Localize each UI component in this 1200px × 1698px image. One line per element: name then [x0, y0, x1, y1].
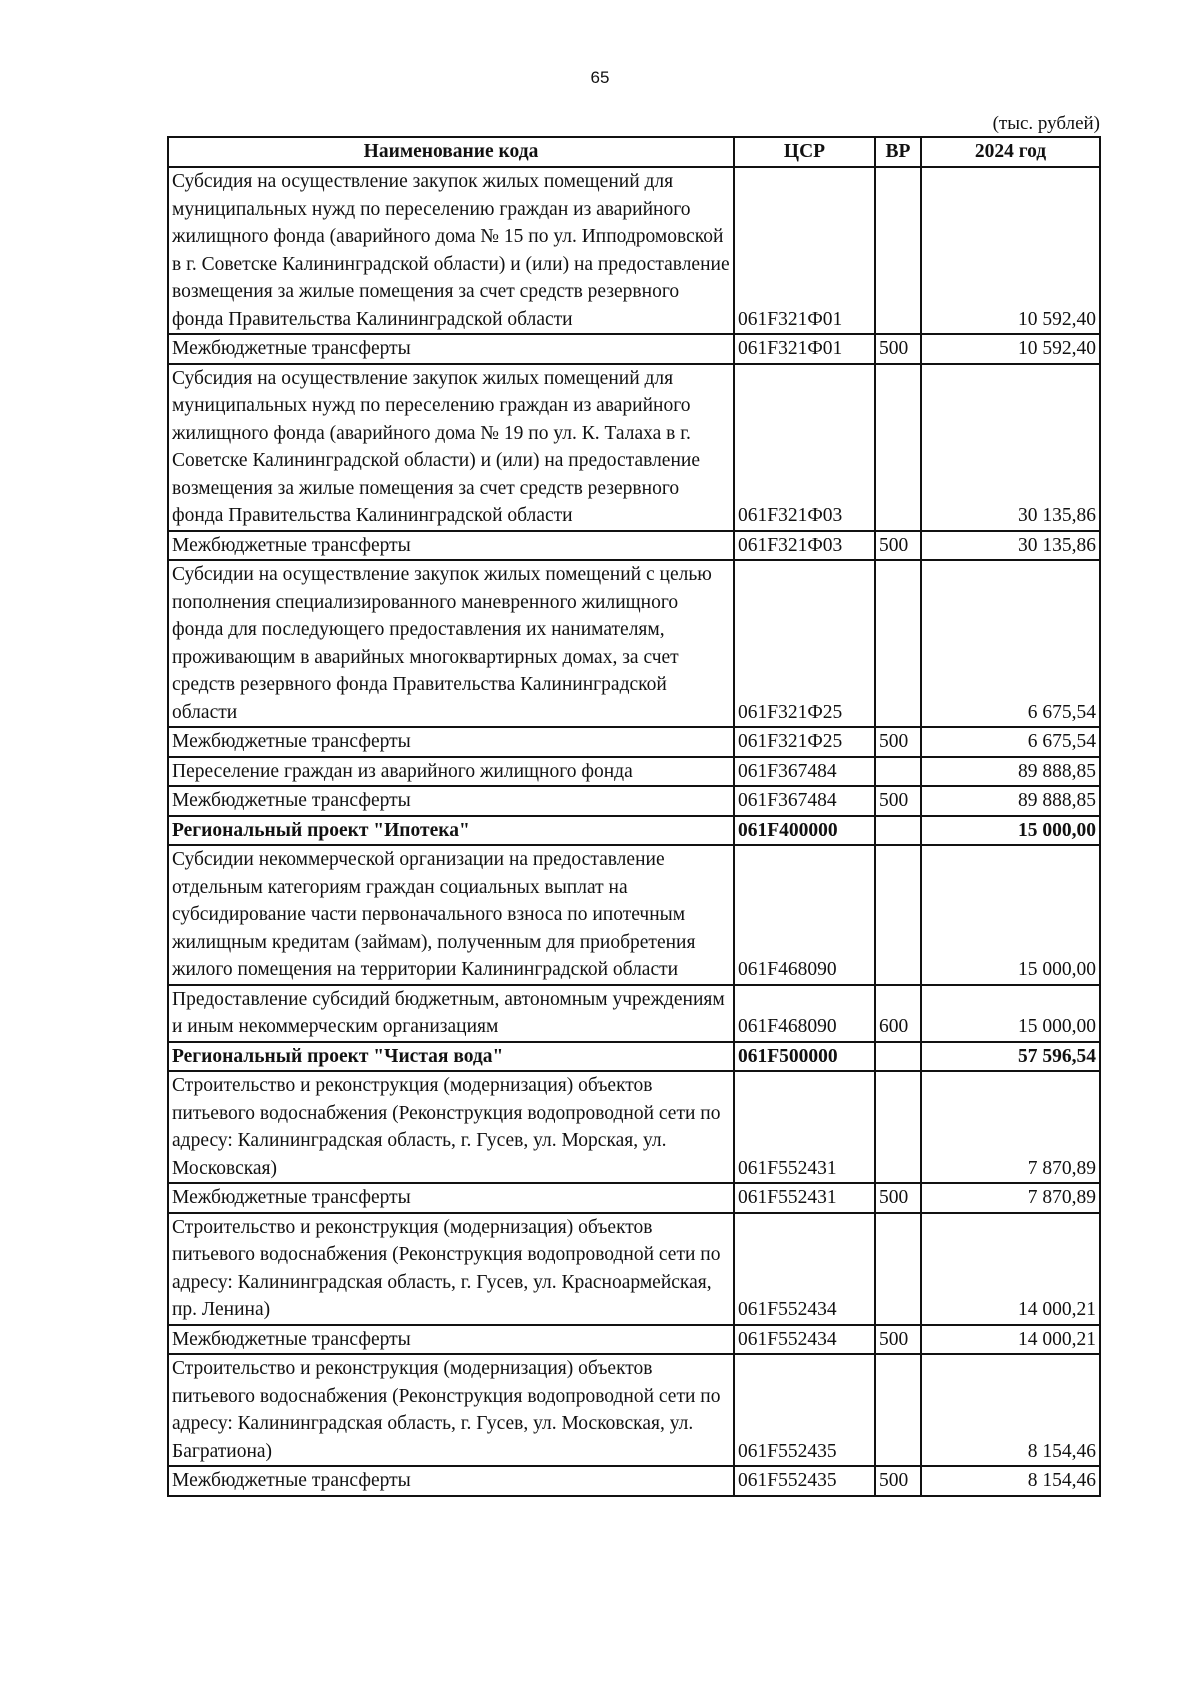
row-amount: 8 154,46 — [921, 1354, 1100, 1466]
row-csr: 061F321Ф25 — [734, 727, 875, 757]
row-vr: 500 — [875, 1325, 921, 1355]
header-name: Наименование кода — [168, 137, 734, 167]
row-amount: 89 888,85 — [921, 757, 1100, 787]
row-csr: 061F367484 — [734, 757, 875, 787]
row-amount: 7 870,89 — [921, 1183, 1100, 1213]
row-vr: 500 — [875, 727, 921, 757]
row-amount: 15 000,00 — [921, 985, 1100, 1042]
row-name: Субсидии некоммерческой организации на предоставление отдельным категориям граждан социальных выплат на субсидирование части первоначального взноса по ипотечным жилищным кредитам (займам), полученным для приобретения жилого помещения на территории Калининградской области — [168, 845, 734, 985]
header-vr: ВР — [875, 137, 921, 167]
row-amount: 10 592,40 — [921, 334, 1100, 364]
row-amount: 89 888,85 — [921, 786, 1100, 816]
row-amount: 6 675,54 — [921, 727, 1100, 757]
row-vr: 500 — [875, 1183, 921, 1213]
table-row — [168, 1183, 1100, 1213]
row-amount: 30 135,86 — [921, 531, 1100, 561]
row-vr: 500 — [875, 1466, 921, 1496]
row-vr — [875, 1071, 921, 1183]
row-vr — [875, 816, 921, 846]
row-csr: 061F400000 — [734, 816, 875, 846]
row-csr: 061F321Ф01 — [734, 334, 875, 364]
header-csr: ЦСР — [734, 137, 875, 167]
row-csr: 061F552431 — [734, 1071, 875, 1183]
row-amount: 14 000,21 — [921, 1325, 1100, 1355]
row-amount: 7 870,89 — [921, 1071, 1100, 1183]
row-csr: 061F468090 — [734, 845, 875, 985]
row-name: Межбюджетные трансферты — [168, 1325, 734, 1355]
row-vr — [875, 364, 921, 531]
table-header-row — [168, 137, 1100, 167]
row-name: Переселение граждан из аварийного жилищного фонда — [168, 757, 734, 787]
table-body — [168, 167, 1100, 1496]
header-amount: 2024 год — [921, 137, 1100, 167]
table-row — [168, 816, 1100, 846]
table-row — [168, 1071, 1100, 1183]
row-vr: 500 — [875, 786, 921, 816]
page-number: 65 — [590, 68, 610, 87]
table-row — [168, 985, 1100, 1042]
table-row — [168, 334, 1100, 364]
row-vr: 500 — [875, 531, 921, 561]
table-row — [168, 757, 1100, 787]
row-vr: 500 — [875, 334, 921, 364]
row-amount: 14 000,21 — [921, 1213, 1100, 1325]
row-name: Межбюджетные трансферты — [168, 727, 734, 757]
table-row — [168, 727, 1100, 757]
row-name: Межбюджетные трансферты — [168, 786, 734, 816]
row-vr — [875, 1042, 921, 1072]
budget-table — [167, 136, 1101, 1497]
row-name: Межбюджетные трансферты — [168, 1183, 734, 1213]
row-vr — [875, 845, 921, 985]
row-csr: 061F552435 — [734, 1354, 875, 1466]
row-vr: 600 — [875, 985, 921, 1042]
row-name: Межбюджетные трансферты — [168, 531, 734, 561]
table-row — [168, 1354, 1100, 1466]
row-name: Субсидия на осуществление закупок жилых помещений для муниципальных нужд по переселению граждан из аварийного жилищного фонда (аварийного дома № 19 по ул. К. Талаха в г. Советске Калининградской области) и (или) на предоставление возмещения за жилые помещения за счет средств резервного фонда Правительства Калининградской области — [168, 364, 734, 531]
table-row — [168, 1042, 1100, 1072]
row-csr: 061F552435 — [734, 1466, 875, 1496]
row-csr: 061F552434 — [734, 1213, 875, 1325]
table-row — [168, 167, 1100, 334]
row-vr — [875, 167, 921, 334]
row-name: Предоставление субсидий бюджетным, автономным учреждениям и иным некоммерческим организациям — [168, 985, 734, 1042]
row-name: Строительство и реконструкция (модернизация) объектов питьевого водоснабжения (Реконструкция водопроводной сети по адресу: Калининградская область, г. Гусев, ул. Морская, ул. Московская) — [168, 1071, 734, 1183]
row-name: Региональный проект "Ипотека" — [168, 816, 734, 846]
row-csr: 061F321Ф03 — [734, 364, 875, 531]
units-label: (тыс. рублей) — [992, 113, 1100, 134]
row-csr: 061F321Ф03 — [734, 531, 875, 561]
row-csr: 061F552434 — [734, 1325, 875, 1355]
row-amount: 57 596,54 — [921, 1042, 1100, 1072]
table-row — [168, 1466, 1100, 1496]
table-row — [168, 786, 1100, 816]
row-vr — [875, 757, 921, 787]
row-name: Строительство и реконструкция (модернизация) объектов питьевого водоснабжения (Реконструкция водопроводной сети по адресу: Калининградская область, г. Гусев, ул. Московская, ул. Багратиона) — [168, 1354, 734, 1466]
row-amount: 8 154,46 — [921, 1466, 1100, 1496]
row-csr: 061F321Ф25 — [734, 560, 875, 727]
row-csr: 061F552431 — [734, 1183, 875, 1213]
row-vr — [875, 1354, 921, 1466]
row-vr — [875, 560, 921, 727]
table-row — [168, 1213, 1100, 1325]
table-row — [168, 364, 1100, 531]
table-row — [168, 531, 1100, 561]
row-amount: 15 000,00 — [921, 845, 1100, 985]
row-name: Региональный проект "Чистая вода" — [168, 1042, 734, 1072]
row-csr: 061F321Ф01 — [734, 167, 875, 334]
row-csr: 061F468090 — [734, 985, 875, 1042]
row-name: Межбюджетные трансферты — [168, 334, 734, 364]
row-csr: 061F500000 — [734, 1042, 875, 1072]
row-name: Строительство и реконструкция (модернизация) объектов питьевого водоснабжения (Реконструкция водопроводной сети по адресу: Калининградская область, г. Гусев, ул. Красноармейская, пр. Ленина) — [168, 1213, 734, 1325]
row-csr: 061F367484 — [734, 786, 875, 816]
table-row — [168, 560, 1100, 727]
row-vr — [875, 1213, 921, 1325]
row-name: Субсидии на осуществление закупок жилых помещений с целью пополнения специализированного маневренного жилищного фонда для последующего предоставления их нанимателям, проживающим в аварийных многоквартирных домах, за счет средств резервного фонда Правительства Калининградской области — [168, 560, 734, 727]
row-amount: 10 592,40 — [921, 167, 1100, 334]
row-amount: 30 135,86 — [921, 364, 1100, 531]
row-name: Межбюджетные трансферты — [168, 1466, 734, 1496]
table-row — [168, 845, 1100, 985]
row-amount: 15 000,00 — [921, 816, 1100, 846]
table-row — [168, 1325, 1100, 1355]
row-amount: 6 675,54 — [921, 560, 1100, 727]
row-name: Субсидия на осуществление закупок жилых помещений для муниципальных нужд по переселению граждан из аварийного жилищного фонда (аварийного дома № 15 по ул. Ипподромовской в г. Советске Калининградской области) и (или) на предоставление возмещения за жилые помещения за счет средств резервного фонда Правительства Калининградской области — [168, 167, 734, 334]
